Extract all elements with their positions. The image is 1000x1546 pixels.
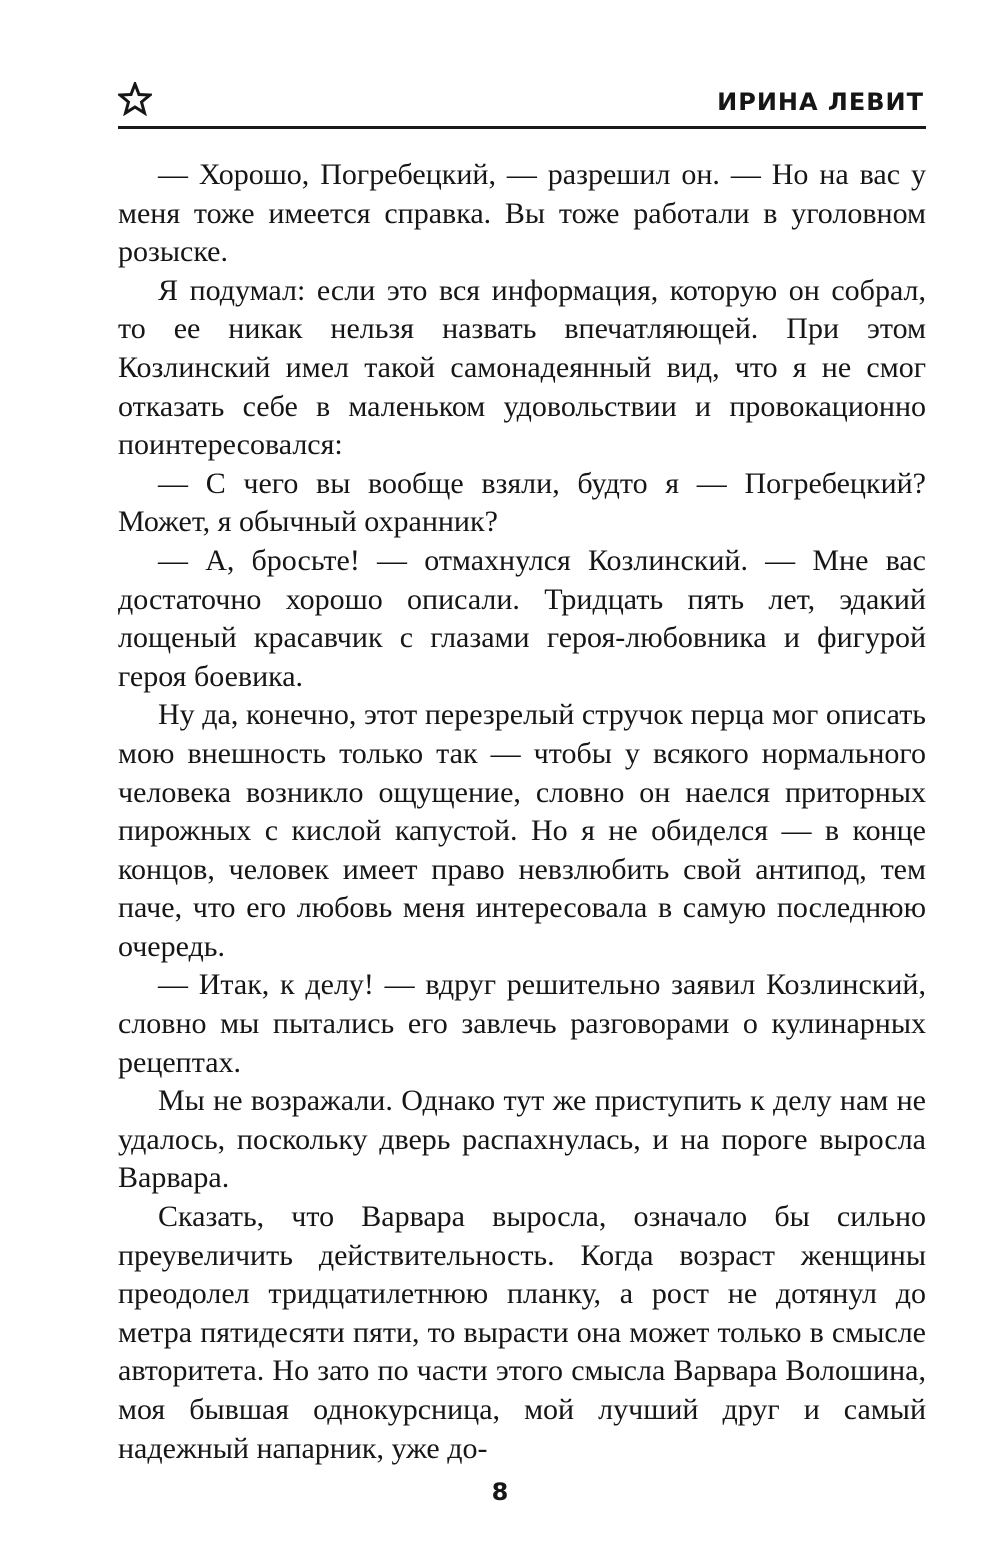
star-outline-icon [118,82,152,116]
paragraph: — Хорошо, Погребецкий, — разрешил он. — Но на вас у меня тоже имеется справка. Вы тоже работали в уголовном розыске. [118,158,926,269]
page-number: 8 [491,1478,509,1506]
paragraph: Сказать, что Варвара выросла, означало бы сильно преувеличить действительность. Когда возраст женщины преодолел тридцатилетнюю планку, а рост не дотянул до метра пятидесяти пяти, то вырасти она может только в смысле авторитета. Но зато по части этого смысла Варвара Волошина, моя бывшая однокурсница, мой лучший друг и самый надежный напарник, уже до- [118,1200,926,1465]
paragraph: — А, бросьте! — отмахнулся Козлинский. — Мне вас достаточно хорошо описали. Тридцать пять лет, эдакий лощеный красавчик с глазами героя-любовника и фигурой героя боевика. [118,543,926,693]
paragraph: Ну да, конечно, этот перезрелый стручок перца мог описать мою внешность только так — чтобы у всякого нормального человека возникло ощущение, словно он наелся приторных пирожных с кислой капустой. Но я не обиделся — в конце концов, человек имеет право невзлюбить свой антипод, тем паче, что его любовь меня интересовала в самую последнюю очередь. [118,698,926,963]
author-name: ИРИНА ЛЕВИТ [717,88,924,116]
body-text [118,156,926,1468]
paragraph: — Итак, к делу! — вдруг решительно заявил Козлинский, словно мы пытались его завлечь разговорами о кулинарных рецептах. [118,968,926,1079]
paragraph: Мы не возражали. Однако тут же приступить к делу нам не удалось, поскольку дверь распахнулась, и на пороге выросла Варвара. [118,1084,926,1195]
paragraph: Я подумал: если это вся информация, которую он собрал, то ее никак нельзя назвать впечатляющей. При этом Козлинский имел такой самонадеянный вид, что я не смог отказать себе в маленьком удовольствии и провокационно поинтересовался: [118,273,926,462]
paragraph: — С чего вы вообще взяли, будто я — Погребецкий? Может, я обычный охранник? [118,466,926,539]
running-header [118,80,926,129]
